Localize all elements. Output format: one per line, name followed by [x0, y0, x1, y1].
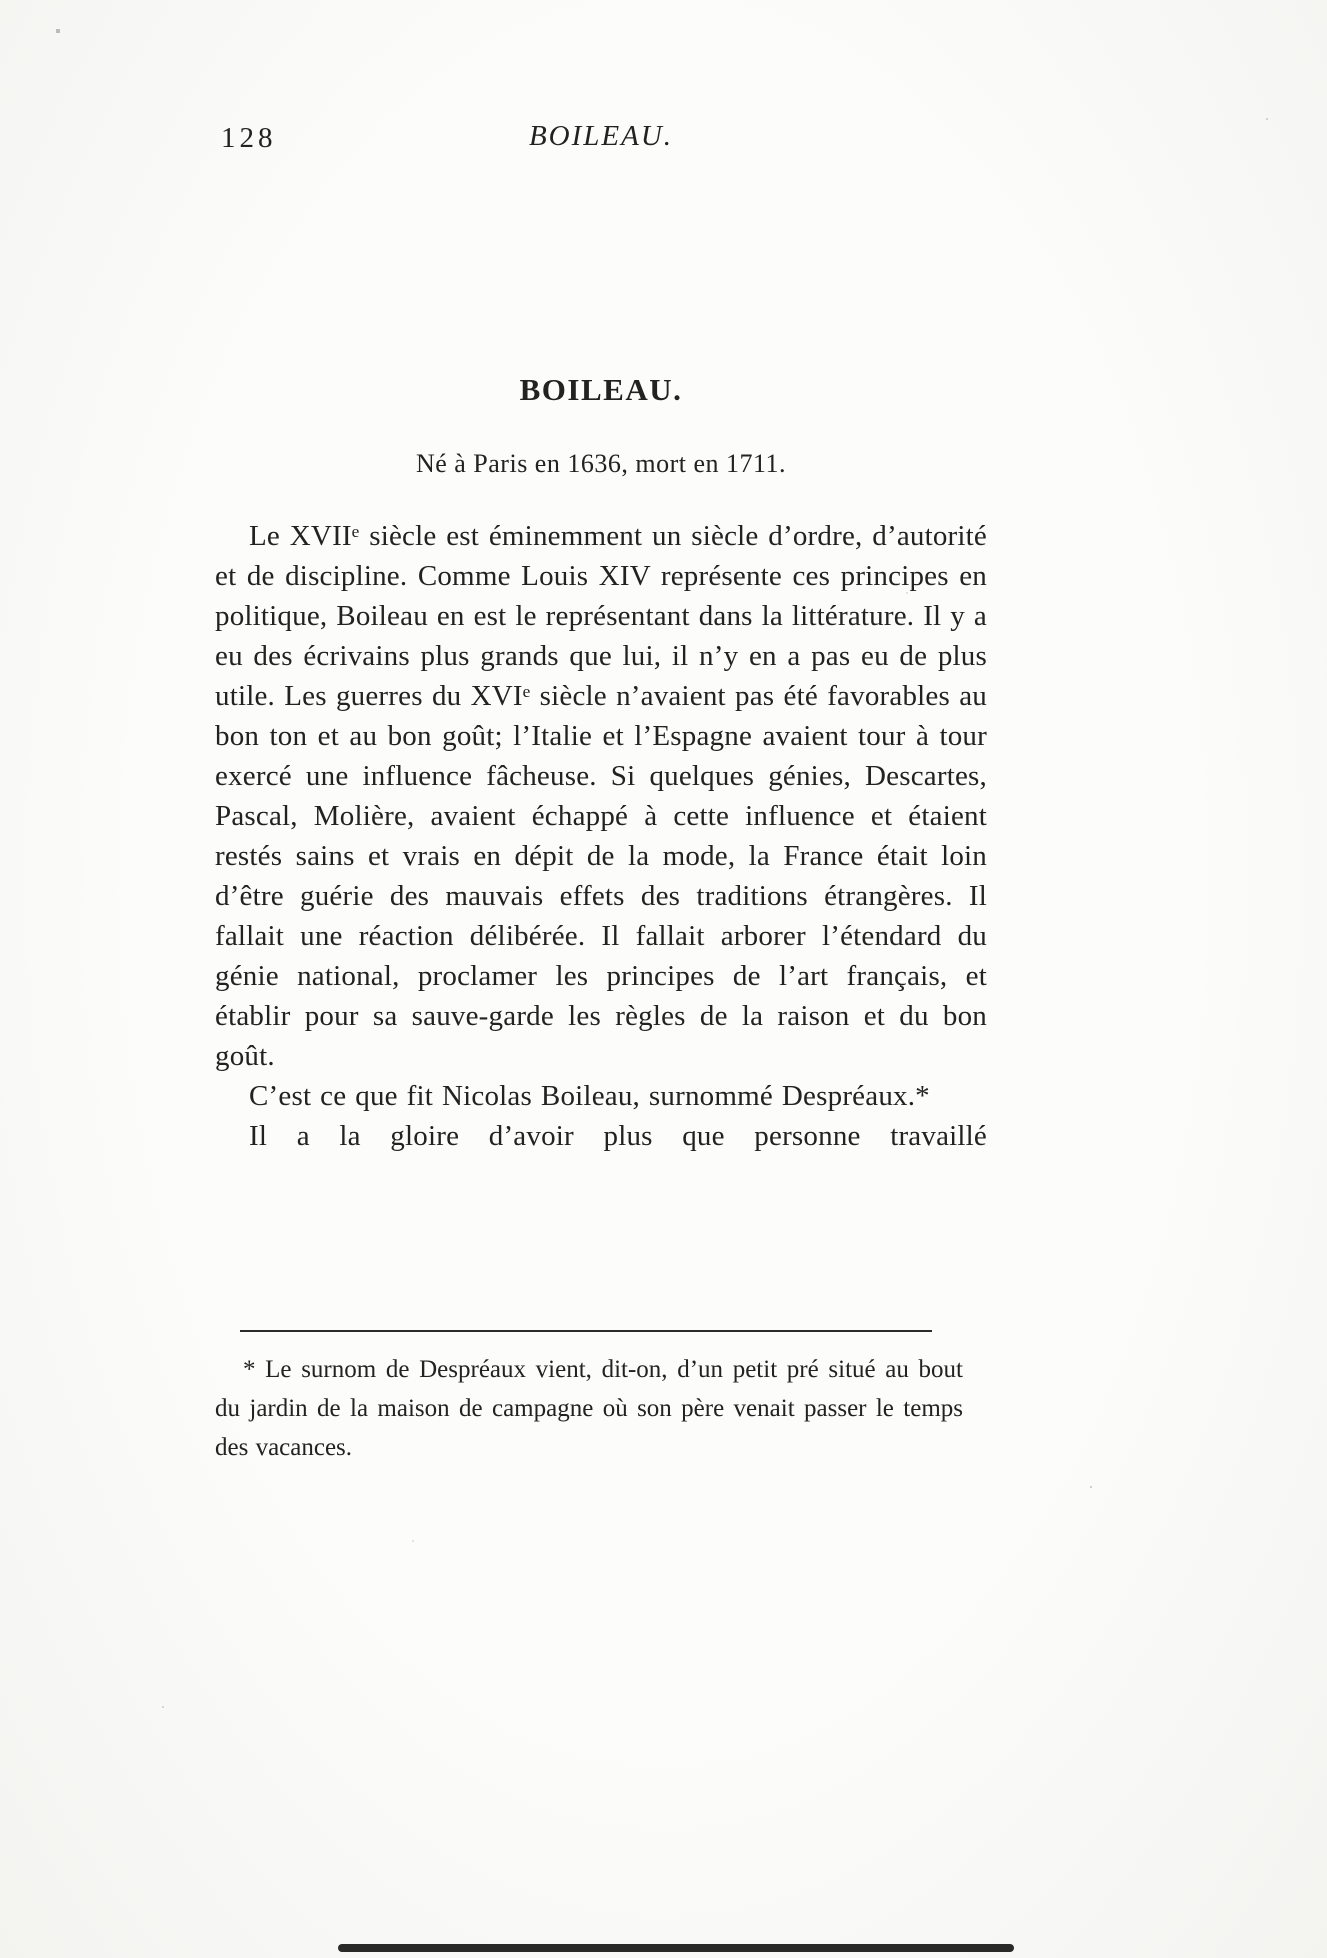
- paragraph-3: Il a la gloire d’avoir plus que personne travaillé: [249, 1120, 987, 1152]
- chapter-title: BOILEAU.: [519, 372, 683, 407]
- footnote-divider: [240, 1330, 932, 1332]
- scan-noise-specks: [0, 0, 2, 2]
- page-number: 128: [221, 122, 277, 154]
- body-text: [215, 516, 987, 1156]
- paragraph-1: Le XVIIᵉ siècle est éminemment un siècle d’ordre, d’autorité et de discipline. Comme Louis XIV représente ces principes en politique, Boileau en est le représentant dans la littérature. Il y a eu des écrivains plus grands que lui, il n’y en a pas eu de plus utile. Les guerres du XVIᵉ siècle n’avaient pas été favorables au bon ton et au bon goût; l’Italie et l’Espagne avaient tour à tour exercé une influence fâcheuse. Si quelques génies, Descartes, Pascal, Molière, avaient échappé à cette influence et étaient restés sains et vrais en dépit de la mode, la France était loin d’être guérie des mauvais effets des traditions étrangères. Il fallait une réaction délibérée. Il fallait arborer l’étendard du génie national, proclamer les principes de l’art français, et établir pour sa sauve-garde les règles de la raison et du bon goût.: [215, 520, 987, 1072]
- footnote-text: * Le surnom de Despréaux vient, dit-on, d’un petit pré situé au bout du jardin de la maison de campagne où son père venait passer le temps des vacances.: [215, 1356, 963, 1461]
- chapter-subtitle: Né à Paris en 1636, mort en 1711.: [415, 449, 787, 478]
- running-header-title: BOILEAU.: [528, 120, 674, 152]
- scan-smudge-artifact: [338, 1944, 1014, 1952]
- paragraph-2: C’est ce que fit Nicolas Boileau, surnommé Despréaux.*: [249, 1080, 930, 1112]
- running-head: [215, 120, 987, 162]
